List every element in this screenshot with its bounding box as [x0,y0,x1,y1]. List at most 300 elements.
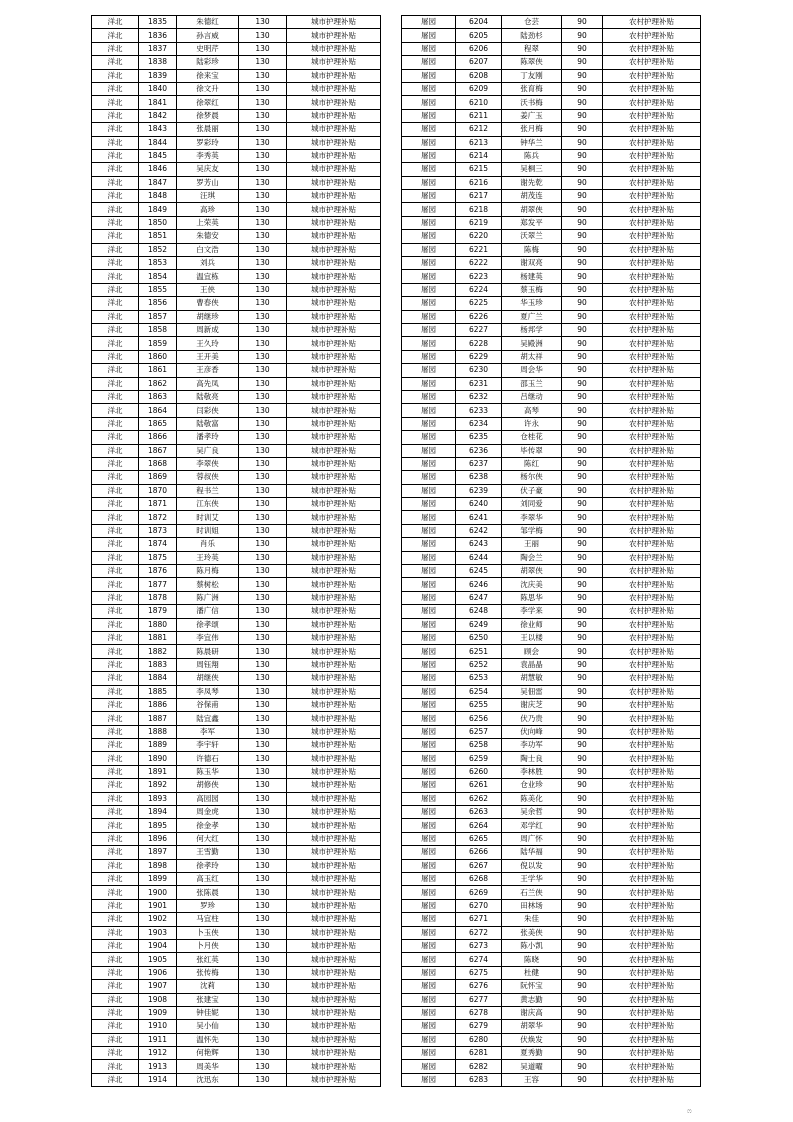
amount-cell: 90 [562,56,603,69]
table-row [92,752,381,765]
table-row [92,1020,381,1033]
table-row [92,377,381,390]
amount-cell: 90 [562,364,603,377]
subsidy-type-cell: 农村护理补贴 [603,538,701,551]
serial-number-cell: 1870 [139,484,177,497]
region-cell: 屠园 [402,846,456,859]
table-row [92,404,381,417]
serial-number-cell: 1883 [139,658,177,671]
amount-cell: 130 [239,819,287,832]
subsidy-type-cell: 农村护理补贴 [603,712,701,725]
serial-number-cell: 1865 [139,417,177,430]
subsidy-type-cell: 农村护理补贴 [603,484,701,497]
subsidy-type-cell: 城市护理补贴 [287,29,381,42]
table-row [92,939,381,952]
subsidy-type-cell: 农村护理补贴 [603,765,701,778]
amount-cell: 90 [562,752,603,765]
region-cell: 屠园 [402,243,456,256]
region-cell: 屠园 [402,993,456,1006]
region-cell: 屠园 [402,42,456,55]
amount-cell: 90 [562,230,603,243]
name-cell: 夏秀勤 [502,1047,562,1060]
table-row [402,457,701,470]
region-cell: 洋北 [92,216,139,229]
region-cell: 洋北 [92,538,139,551]
region-cell: 洋北 [92,645,139,658]
left-subsidy-table [91,15,381,1087]
region-cell: 屠园 [402,364,456,377]
name-cell: 伏焕发 [502,1033,562,1046]
amount-cell: 130 [239,538,287,551]
subsidy-type-cell: 城市护理补贴 [287,1060,381,1073]
name-cell: 伏子豪 [502,484,562,497]
table-row [92,779,381,792]
region-cell: 屠园 [402,832,456,845]
serial-number-cell: 6283 [456,1073,502,1086]
table-row [402,873,701,886]
name-cell: 潘广信 [177,605,239,618]
amount-cell: 130 [239,1060,287,1073]
name-cell: 张传梅 [177,966,239,979]
subsidy-type-cell: 农村护理补贴 [603,149,701,162]
subsidy-type-cell: 农村护理补贴 [603,1020,701,1033]
table-row [402,243,701,256]
name-cell: 胡继侠 [177,672,239,685]
amount-cell: 130 [239,82,287,95]
subsidy-type-cell: 农村护理补贴 [603,886,701,899]
serial-number-cell: 6280 [456,1033,502,1046]
subsidy-type-cell: 城市护理补贴 [287,176,381,189]
subsidy-type-cell: 农村护理补贴 [603,846,701,859]
amount-cell: 90 [562,69,603,82]
table-row [402,404,701,417]
serial-number-cell: 1851 [139,230,177,243]
subsidy-type-cell: 城市护理补贴 [287,190,381,203]
table-row [402,926,701,939]
serial-number-cell: 1900 [139,886,177,899]
region-cell: 屠园 [402,524,456,537]
amount-cell: 130 [239,792,287,805]
region-cell: 屠园 [402,939,456,952]
right-table-body [402,16,701,1087]
amount-cell: 130 [239,966,287,979]
amount-cell: 130 [239,149,287,162]
name-cell: 徐梦晨 [177,109,239,122]
amount-cell: 130 [239,565,287,578]
name-cell: 吴桐三 [502,163,562,176]
serial-number-cell: 1852 [139,243,177,256]
amount-cell: 130 [239,163,287,176]
table-row [402,886,701,899]
name-cell: 周会华 [502,364,562,377]
name-cell: 丁友刚 [502,69,562,82]
region-cell: 洋北 [92,257,139,270]
serial-number-cell: 6206 [456,42,502,55]
serial-number-cell: 6250 [456,631,502,644]
table-row [92,471,381,484]
name-cell: 陈广洲 [177,591,239,604]
serial-number-cell: 6208 [456,69,502,82]
serial-number-cell: 6215 [456,163,502,176]
region-cell: 屠园 [402,645,456,658]
table-row [402,149,701,162]
serial-number-cell: 6279 [456,1020,502,1033]
serial-number-cell: 6209 [456,82,502,95]
table-row [402,645,701,658]
subsidy-type-cell: 城市护理补贴 [287,551,381,564]
name-cell: 张红英 [177,953,239,966]
region-cell: 洋北 [92,29,139,42]
region-cell: 洋北 [92,859,139,872]
serial-number-cell: 1850 [139,216,177,229]
subsidy-type-cell: 农村护理补贴 [603,29,701,42]
subsidy-type-cell: 城市护理补贴 [287,270,381,283]
corner-watermark: ෆ [687,1107,692,1115]
amount-cell: 130 [239,484,287,497]
amount-cell: 130 [239,591,287,604]
region-cell: 屠园 [402,69,456,82]
table-row [402,913,701,926]
region-cell: 屠园 [402,752,456,765]
subsidy-type-cell: 农村护理补贴 [603,109,701,122]
subsidy-type-cell: 农村护理补贴 [603,913,701,926]
region-cell: 屠园 [402,980,456,993]
amount-cell: 130 [239,993,287,1006]
serial-number-cell: 1868 [139,457,177,470]
name-cell: 胡慧敏 [502,672,562,685]
amount-cell: 130 [239,42,287,55]
region-cell: 屠园 [402,457,456,470]
serial-number-cell: 1890 [139,752,177,765]
amount-cell: 90 [562,899,603,912]
table-row [402,939,701,952]
name-cell: 曹春侠 [177,297,239,310]
amount-cell: 130 [239,16,287,29]
subsidy-type-cell: 农村护理补贴 [603,297,701,310]
name-cell: 徐金孝 [177,819,239,832]
table-row [402,1006,701,1019]
subsidy-type-cell: 城市护理补贴 [287,873,381,886]
name-cell: 高玉红 [177,873,239,886]
subsidy-type-cell: 农村护理补贴 [603,350,701,363]
amount-cell: 130 [239,390,287,403]
region-cell: 屠园 [402,337,456,350]
name-cell: 钟佳妮 [177,1006,239,1019]
serial-number-cell: 6246 [456,578,502,591]
amount-cell: 90 [562,658,603,671]
subsidy-type-cell: 城市护理补贴 [287,1073,381,1086]
subsidy-type-cell: 城市护理补贴 [287,109,381,122]
amount-cell: 130 [239,444,287,457]
name-cell: 罗芳山 [177,176,239,189]
subsidy-type-cell: 城市护理补贴 [287,765,381,778]
amount-cell: 90 [562,203,603,216]
subsidy-type-cell: 城市护理补贴 [287,457,381,470]
amount-cell: 90 [562,698,603,711]
name-cell: 吕继动 [502,390,562,403]
serial-number-cell: 6222 [456,257,502,270]
subsidy-type-cell: 城市护理补贴 [287,725,381,738]
serial-number-cell: 1881 [139,631,177,644]
amount-cell: 90 [562,377,603,390]
subsidy-type-cell: 城市护理补贴 [287,591,381,604]
region-cell: 洋北 [92,980,139,993]
serial-number-cell: 6204 [456,16,502,29]
name-cell: 吴庆友 [177,163,239,176]
name-cell: 何大红 [177,832,239,845]
table-row [92,190,381,203]
subsidy-type-cell: 农村护理补贴 [603,471,701,484]
table-row [92,457,381,470]
name-cell: 王容 [502,1073,562,1086]
table-row [92,1006,381,1019]
serial-number-cell: 1914 [139,1073,177,1086]
amount-cell: 130 [239,123,287,136]
subsidy-type-cell: 农村护理补贴 [603,980,701,993]
table-row [92,551,381,564]
serial-number-cell: 6260 [456,765,502,778]
region-cell: 屠园 [402,578,456,591]
table-row [92,230,381,243]
region-cell: 洋北 [92,591,139,604]
name-cell: 张美侠 [502,926,562,939]
name-cell: 邵玉兰 [502,377,562,390]
region-cell: 屠园 [402,1006,456,1019]
name-cell: 周钰翔 [177,658,239,671]
region-cell: 屠园 [402,109,456,122]
amount-cell: 130 [239,1047,287,1060]
subsidy-type-cell: 城市护理补贴 [287,618,381,631]
region-cell: 洋北 [92,377,139,390]
amount-cell: 90 [562,551,603,564]
name-cell: 沃书梅 [502,96,562,109]
region-cell: 屠园 [402,136,456,149]
subsidy-type-cell: 农村护理补贴 [603,672,701,685]
amount-cell: 130 [239,457,287,470]
region-cell: 屠园 [402,190,456,203]
subsidy-type-cell: 农村护理补贴 [603,136,701,149]
name-cell: 周美华 [177,1060,239,1073]
name-cell: 刘兵 [177,257,239,270]
name-cell: 谷保甫 [177,698,239,711]
name-cell: 倪以发 [502,859,562,872]
table-row [402,257,701,270]
amount-cell: 130 [239,578,287,591]
region-cell: 洋北 [92,1033,139,1046]
table-row [402,658,701,671]
name-cell: 陆敬亮 [177,390,239,403]
serial-number-cell: 1843 [139,123,177,136]
subsidy-type-cell: 农村护理补贴 [603,806,701,819]
region-cell: 洋北 [92,323,139,336]
region-cell: 屠园 [402,350,456,363]
subsidy-type-cell: 城市护理补贴 [287,779,381,792]
region-cell: 洋北 [92,1006,139,1019]
region-cell: 洋北 [92,926,139,939]
table-row [92,591,381,604]
region-cell: 洋北 [92,243,139,256]
region-cell: 屠园 [402,16,456,29]
amount-cell: 90 [562,323,603,336]
region-cell: 屠园 [402,953,456,966]
name-cell: 杨建英 [502,270,562,283]
table-row [92,685,381,698]
serial-number-cell: 1873 [139,524,177,537]
name-cell: 谢先乾 [502,176,562,189]
name-cell: 杜健 [502,966,562,979]
subsidy-type-cell: 农村护理补贴 [603,551,701,564]
amount-cell: 90 [562,190,603,203]
subsidy-type-cell: 城市护理补贴 [287,859,381,872]
region-cell: 洋北 [92,739,139,752]
amount-cell: 90 [562,739,603,752]
region-cell: 屠园 [402,498,456,511]
serial-number-cell: 1888 [139,725,177,738]
region-cell: 屠园 [402,149,456,162]
name-cell: 钟华兰 [502,136,562,149]
subsidy-type-cell: 城市护理补贴 [287,56,381,69]
subsidy-type-cell: 农村护理补贴 [603,257,701,270]
name-cell: 李翠华 [502,511,562,524]
region-cell: 屠园 [402,96,456,109]
serial-number-cell: 6233 [456,404,502,417]
name-cell: 何艳辉 [177,1047,239,1060]
amount-cell: 130 [239,471,287,484]
region-cell: 洋北 [92,806,139,819]
serial-number-cell: 6229 [456,350,502,363]
table-row [92,149,381,162]
serial-number-cell: 1861 [139,364,177,377]
amount-cell: 130 [239,337,287,350]
region-cell: 洋北 [92,136,139,149]
name-cell: 朱德安 [177,230,239,243]
subsidy-type-cell: 城市护理补贴 [287,511,381,524]
name-cell: 王玲英 [177,551,239,564]
table-row [92,873,381,886]
region-cell: 洋北 [92,484,139,497]
subsidy-type-cell: 农村护理补贴 [603,377,701,390]
region-cell: 洋北 [92,270,139,283]
serial-number-cell: 1844 [139,136,177,149]
subsidy-type-cell: 农村护理补贴 [603,163,701,176]
name-cell: 夏广兰 [502,310,562,323]
name-cell: 陈晨研 [177,645,239,658]
subsidy-type-cell: 农村护理补贴 [603,1073,701,1086]
serial-number-cell: 6211 [456,109,502,122]
name-cell: 吴殿洲 [502,337,562,350]
serial-number-cell: 6205 [456,29,502,42]
region-cell: 洋北 [92,42,139,55]
table-row [402,69,701,82]
serial-number-cell: 6270 [456,899,502,912]
serial-number-cell: 6219 [456,216,502,229]
amount-cell: 130 [239,765,287,778]
subsidy-type-cell: 城市护理补贴 [287,136,381,149]
region-cell: 屠园 [402,712,456,725]
table-row [92,565,381,578]
serial-number-cell: 6226 [456,310,502,323]
table-row [92,216,381,229]
serial-number-cell: 1894 [139,806,177,819]
table-row [92,82,381,95]
region-cell: 屠园 [402,230,456,243]
serial-number-cell: 6230 [456,364,502,377]
region-cell: 屠园 [402,765,456,778]
subsidy-type-cell: 城市护理补贴 [287,323,381,336]
subsidy-type-cell: 城市护理补贴 [287,752,381,765]
subsidy-type-cell: 城市护理补贴 [287,431,381,444]
amount-cell: 90 [562,431,603,444]
subsidy-type-cell: 农村护理补贴 [603,618,701,631]
region-cell: 洋北 [92,712,139,725]
table-row [92,859,381,872]
region-cell: 屠园 [402,779,456,792]
name-cell: 陈美化 [502,792,562,805]
table-row [402,779,701,792]
region-cell: 屠园 [402,257,456,270]
name-cell: 许永 [502,417,562,430]
amount-cell: 90 [562,1020,603,1033]
serial-number-cell: 1903 [139,926,177,939]
name-cell: 温宜栋 [177,270,239,283]
amount-cell: 90 [562,725,603,738]
serial-number-cell: 1895 [139,819,177,832]
name-cell: 吴小仙 [177,1020,239,1033]
name-cell: 闫彩侠 [177,404,239,417]
amount-cell: 130 [239,631,287,644]
amount-cell: 130 [239,658,287,671]
serial-number-cell: 6255 [456,698,502,711]
name-cell: 李翠侠 [177,457,239,470]
serial-number-cell: 6243 [456,538,502,551]
serial-number-cell: 1910 [139,1020,177,1033]
serial-number-cell: 1901 [139,899,177,912]
table-row [92,243,381,256]
name-cell: 李秀英 [177,149,239,162]
table-row [402,1047,701,1060]
table-row [92,136,381,149]
table-row [402,832,701,845]
amount-cell: 90 [562,511,603,524]
serial-number-cell: 1912 [139,1047,177,1060]
table-row [92,631,381,644]
subsidy-type-cell: 农村护理补贴 [603,176,701,189]
name-cell: 周广怀 [502,832,562,845]
region-cell: 屠园 [402,431,456,444]
region-cell: 屠园 [402,270,456,283]
name-cell: 朱德红 [177,16,239,29]
amount-cell: 130 [239,685,287,698]
amount-cell: 90 [562,471,603,484]
serial-number-cell: 6220 [456,230,502,243]
amount-cell: 90 [562,953,603,966]
serial-number-cell: 1906 [139,966,177,979]
subsidy-type-cell: 城市护理补贴 [287,230,381,243]
name-cell: 张建宝 [177,993,239,1006]
serial-number-cell: 6272 [456,926,502,939]
name-cell: 谢庆高 [502,1006,562,1019]
serial-number-cell: 1889 [139,739,177,752]
region-cell: 洋北 [92,149,139,162]
region-cell: 洋北 [92,1020,139,1033]
table-row [402,698,701,711]
table-row [402,444,701,457]
table-row [402,471,701,484]
name-cell: 谢庆芝 [502,698,562,711]
name-cell: 李军 [177,725,239,738]
serial-number-cell: 6248 [456,605,502,618]
name-cell: 徐孝玲 [177,859,239,872]
